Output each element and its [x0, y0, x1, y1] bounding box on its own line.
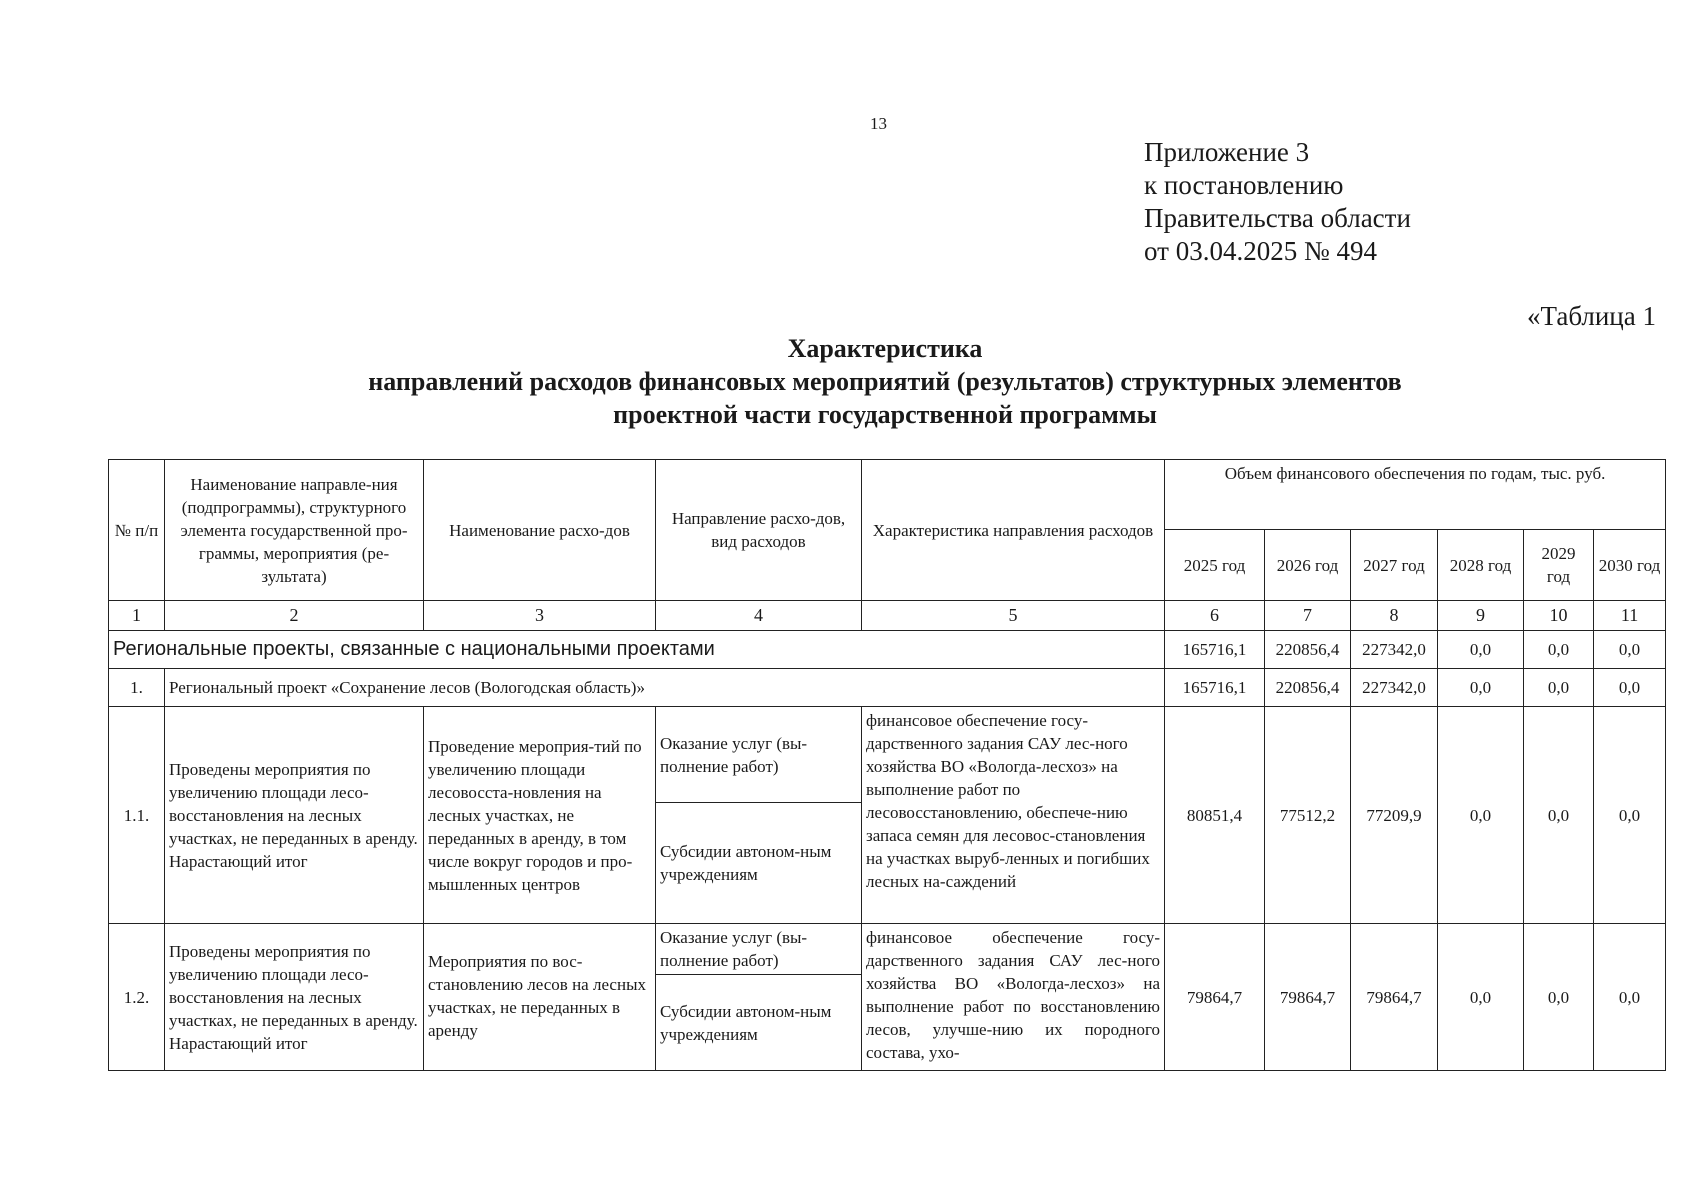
amount-cell: 79864,7 — [1351, 924, 1438, 1071]
amount-cell: 0,0 — [1524, 631, 1594, 669]
expense-table — [108, 459, 1666, 1071]
direction-cell: Оказание услуг (вы-полнение работ) — [656, 707, 862, 803]
page-number: 13 — [870, 114, 887, 133]
amount-cell: 220856,4 — [1265, 669, 1351, 707]
column-number: 6 — [1165, 601, 1265, 631]
amount-cell: 220856,4 — [1265, 631, 1351, 669]
amount-cell: 77209,9 — [1351, 707, 1438, 924]
amount-cell: 0,0 — [1594, 631, 1666, 669]
amount-cell: 0,0 — [1524, 707, 1594, 924]
project-row — [109, 669, 1666, 707]
amount-cell: 227342,0 — [1351, 631, 1438, 669]
expense-cell: Мероприятия по вос-становлению лесов на лесных участках, не переданных в аренду — [424, 924, 656, 1071]
title-line: проектной части государственной программы — [613, 400, 1157, 429]
header-number: № п/п — [109, 460, 165, 601]
amount-cell: 80851,4 — [1165, 707, 1265, 924]
row-number: 1. — [109, 669, 165, 707]
column-number: 8 — [1351, 601, 1438, 631]
amount-cell: 77512,2 — [1265, 707, 1351, 924]
column-number: 4 — [656, 601, 862, 631]
direction-cell: Субсидии автоном-ным учреждениям — [656, 975, 862, 1071]
column-numbers-row — [109, 601, 1666, 631]
header-year: 2030 год — [1594, 530, 1666, 601]
table-row — [109, 924, 1666, 975]
header-year: 2026 год — [1265, 530, 1351, 601]
appendix-line: Приложение 3 — [1144, 137, 1310, 167]
column-number: 11 — [1594, 601, 1666, 631]
direction-cell: Оказание услуг (вы-полнение работ) — [656, 924, 862, 975]
appendix-line: Правительства области — [1144, 203, 1411, 233]
amount-cell: 0,0 — [1438, 924, 1524, 1071]
amount-cell: 165716,1 — [1165, 669, 1265, 707]
header-year: 2028 год — [1438, 530, 1524, 601]
header-year: 2029 год — [1524, 530, 1594, 601]
appendix-line: от 03.04.2025 № 494 — [1144, 236, 1377, 266]
title-line: направлений расходов финансовых мероприятий (результатов) структурных элементов — [368, 367, 1402, 396]
result-cell: Проведены мероприятия по увеличению площади лесо-восстановления на лесных участках, не переданных в аренду. Нарастающий итог — [165, 707, 424, 924]
amount-cell: 0,0 — [1438, 707, 1524, 924]
header-row — [109, 460, 1666, 530]
table-label: «Таблица 1 — [1527, 301, 1656, 331]
header-characteristic: Характеристика направления расходов — [862, 460, 1165, 601]
appendix-line: к постановлению — [1144, 170, 1344, 200]
amount-cell: 79864,7 — [1265, 924, 1351, 1071]
header-funding: Объем финансового обеспечения по годам, тыс. руб. — [1165, 460, 1666, 530]
title-line: Характеристика — [787, 334, 983, 363]
amount-cell: 165716,1 — [1165, 631, 1265, 669]
section-title: Региональные проекты, связанные с национальными проектами — [109, 631, 1165, 669]
amount-cell: 0,0 — [1594, 924, 1666, 1071]
column-number: 10 — [1524, 601, 1594, 631]
amount-cell: 0,0 — [1438, 631, 1524, 669]
row-number: 1.1. — [109, 707, 165, 924]
header-result-name: Наименование направле-ния (подпрограммы), структурного элемента государственной про-граммы, мероприятия (ре-зультата) — [165, 460, 424, 601]
column-number: 2 — [165, 601, 424, 631]
appendix-block — [1144, 136, 1411, 268]
direction-cell: Субсидии автоном-ным учреждениям — [656, 803, 862, 924]
column-number: 9 — [1438, 601, 1524, 631]
column-number: 3 — [424, 601, 656, 631]
column-number: 1 — [109, 601, 165, 631]
result-cell: Проведены мероприятия по увеличению площади лесо-восстановления на лесных участках, не переданных в аренду. Нарастающий итог — [165, 924, 424, 1071]
amount-cell: 0,0 — [1524, 669, 1594, 707]
project-title: Региональный проект «Сохранение лесов (Вологодская область)» — [165, 669, 1165, 707]
amount-cell: 227342,0 — [1351, 669, 1438, 707]
column-number: 7 — [1265, 601, 1351, 631]
document-title — [240, 332, 1530, 431]
header-year: 2025 год — [1165, 530, 1265, 601]
amount-cell: 79864,7 — [1165, 924, 1265, 1071]
characteristic-cell: финансовое обеспечение госу-дарственного задания САУ лес-ного хозяйства ВО «Вологда-лесхоз» на выполнение работ по лесовосстановлению, обеспече-нию запаса семян для лесовос-становления на участках выруб-ленных и погибших лесных на-саждений — [862, 707, 1165, 924]
header-year: 2027 год — [1351, 530, 1438, 601]
section-row — [109, 631, 1666, 669]
amount-cell: 0,0 — [1594, 669, 1666, 707]
amount-cell: 0,0 — [1438, 669, 1524, 707]
amount-cell: 0,0 — [1594, 707, 1666, 924]
expense-cell: Проведение мероприя-тий по увеличению площади лесовосста-новления на лесных участках, не переданных в аренду, в том числе вокруг городов и про-мышленных центров — [424, 707, 656, 924]
table-row — [109, 707, 1666, 803]
header-expense-name: Наименование расхо-дов — [424, 460, 656, 601]
amount-cell: 0,0 — [1524, 924, 1594, 1071]
header-expense-direction: Направление расхо-дов, вид расходов — [656, 460, 862, 601]
characteristic-cell: финансовое обеспечение госу-дарственного задания САУ лес-ного хозяйства ВО «Вологда-лесхоз» на выполнение работ по восстановлению лесов, улучше-нию их породного состава, ухо- — [862, 924, 1165, 1071]
column-number: 5 — [862, 601, 1165, 631]
row-number: 1.2. — [109, 924, 165, 1071]
